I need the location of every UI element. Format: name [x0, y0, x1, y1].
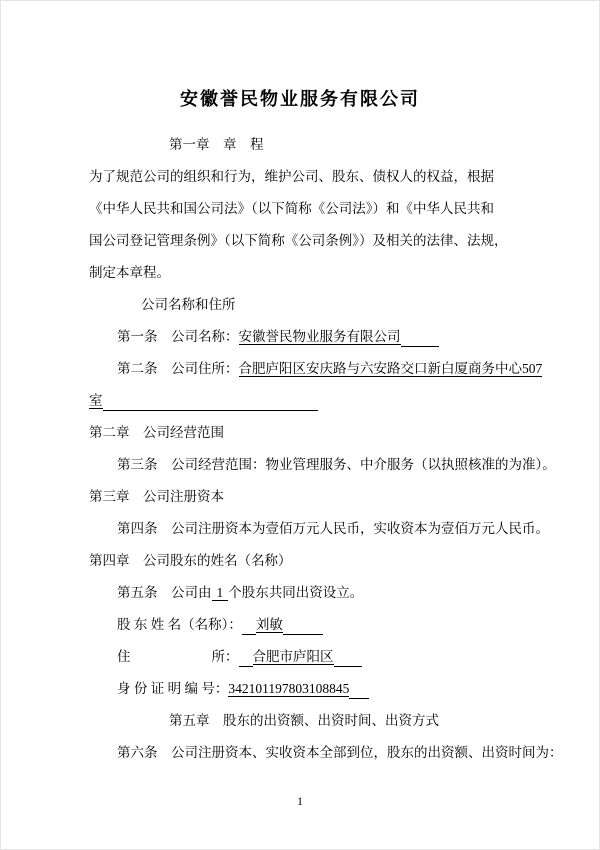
shareholder-name-label: 股 东 姓 名（名称）： — [117, 617, 242, 632]
intro-paragraph-line-4: 制定本章程。 — [89, 265, 170, 280]
chapter-4-heading: 第四章 公司股东的姓名（名称） — [89, 553, 292, 568]
id-number-row — [89, 673, 511, 705]
page-number: 1 — [297, 794, 303, 808]
underline-fill — [103, 397, 318, 411]
section-heading-name-address: 公司名称和住所 — [141, 297, 236, 312]
article-6-capital-paid: 第六条 公司注册资本、实收资本全部到位，股东的出资额、出资时间为： — [117, 745, 563, 760]
underline-fill — [242, 621, 256, 635]
intro-paragraph-line-1: 为了规范公司的组织和行为，维护公司、股东、债权人的权益，根据 — [89, 169, 494, 184]
article-5-suffix: 个股东共同出资设立。 — [228, 585, 364, 600]
chapter-5-heading: 第五章 股东的出资额、出资时间、出资方式 — [169, 713, 439, 728]
residence-label: 住 所： — [117, 649, 239, 664]
shareholder-name-row — [89, 609, 511, 641]
article-5-shareholder-count — [89, 577, 511, 609]
article-2-value-line-2: 室 — [89, 393, 103, 408]
residence-row — [89, 641, 511, 673]
article-5-prefix: 第五条 公司由 — [117, 585, 212, 600]
article-2-label: 第二条 公司住所： — [117, 361, 239, 376]
underline-fill — [401, 333, 439, 347]
chapter-3-heading: 第三章 公司注册资本 — [89, 489, 224, 504]
article-2-company-address-line-2 — [89, 385, 511, 417]
id-number-value: 342101197803108845 — [228, 681, 350, 696]
chapter-1-heading: 第一章 章 程 — [169, 137, 264, 152]
shareholder-name-value: 刘敏 — [255, 617, 283, 632]
intro-paragraph-line-2: 《中华人民共和国公司法》（以下简称《公司法》）和《中华人民共和 — [89, 201, 494, 216]
article-1-label: 第一条 公司名称： — [117, 329, 239, 344]
article-2-value-line-1: 合肥庐阳区安庆路与六安路交口新白厦商务中心507 — [238, 361, 543, 376]
underline-fill — [334, 653, 362, 667]
document-title: 安徽誉民物业服务有限公司 — [180, 89, 420, 109]
underline-fill — [239, 653, 253, 667]
underline-fill — [349, 685, 369, 699]
article-1-company-name — [89, 321, 511, 353]
article-2-company-address-line-1 — [89, 353, 543, 385]
article-3-business-scope: 第三条 公司经营范围：物业管理服务、中介服务（以执照核准的为准）。 — [117, 457, 556, 472]
id-number-label: 身 份 证 明 编 号： — [117, 681, 229, 696]
article-5-count: 1 — [212, 585, 229, 601]
article-1-value: 安徽誉民物业服务有限公司 — [238, 329, 401, 344]
intro-paragraph-line-3: 国公司登记管理条例》（以下简称《公司条例》）及相关的法律、法规， — [89, 233, 508, 248]
article-4-registered-capital: 第四条 公司注册资本为壹佰万元人民币，实收资本为壹佰万元人民币。 — [117, 521, 549, 536]
underline-fill — [283, 621, 323, 635]
residence-value: 合肥市庐阳区 — [252, 649, 334, 664]
chapter-2-heading: 第二章 公司经营范围 — [89, 425, 224, 440]
